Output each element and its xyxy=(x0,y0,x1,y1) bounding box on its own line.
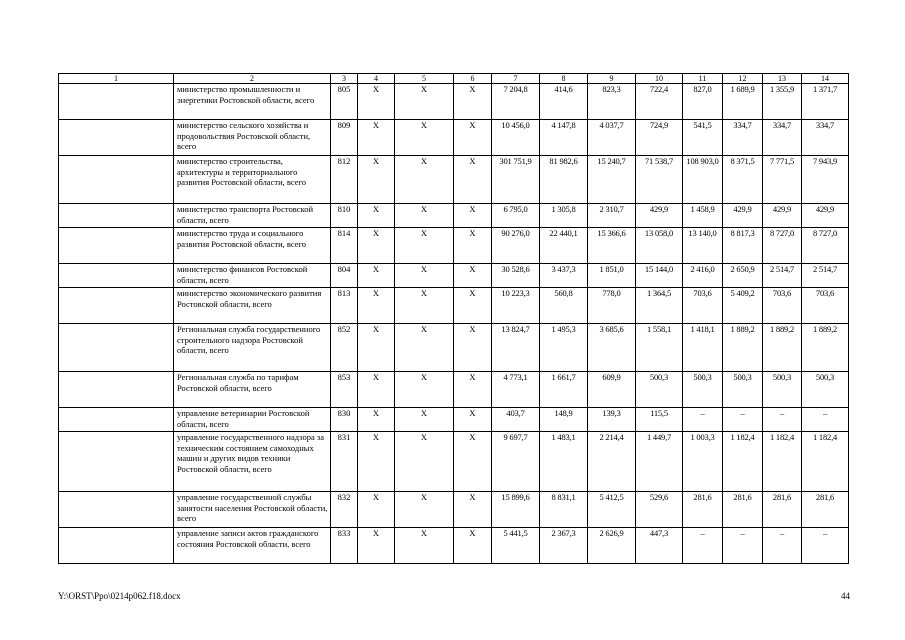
row-value-c12: 5 409,2 xyxy=(723,288,763,324)
row-value-c14: – xyxy=(802,528,849,564)
row-value-c5: X xyxy=(395,528,454,564)
column-number: 9 xyxy=(588,74,636,84)
row-value-c13: 2 514,7 xyxy=(763,264,802,288)
column-number-row xyxy=(59,74,849,84)
row-value-c10: 724,9 xyxy=(636,120,683,156)
row-value-c10: 429,9 xyxy=(636,204,683,228)
table-row xyxy=(59,156,849,204)
row-value-c8: 81 982,6 xyxy=(540,156,588,204)
row-empty-cell xyxy=(59,120,174,156)
row-empty-cell xyxy=(59,156,174,204)
row-value-c7: 5 441,5 xyxy=(492,528,540,564)
row-value-c8: 148,9 xyxy=(540,408,588,432)
row-value-c11: 2 416,0 xyxy=(683,264,723,288)
row-value-c9: 139,3 xyxy=(588,408,636,432)
row-value-c4: X xyxy=(358,204,395,228)
row-value-c3: 812 xyxy=(331,156,358,204)
row-value-c3: 809 xyxy=(331,120,358,156)
row-value-c4: X xyxy=(358,84,395,120)
row-name-cell: управление ветеринарии Ростовской области, всего xyxy=(174,408,331,432)
row-value-c7: 7 204,8 xyxy=(492,84,540,120)
row-value-c13: 703,6 xyxy=(763,288,802,324)
row-value-c6: X xyxy=(454,228,492,264)
row-value-c14: 8 727,0 xyxy=(802,228,849,264)
row-value-c12: – xyxy=(723,528,763,564)
row-name-cell: министерство строительства, архитектуры и территориального развития Ростовской области, всего xyxy=(174,156,331,204)
row-value-c3: 810 xyxy=(331,204,358,228)
row-name-cell: министерство экономического развития Ростовской области, всего xyxy=(174,288,331,324)
row-value-c11: 281,6 xyxy=(683,492,723,528)
row-value-c9: 778,0 xyxy=(588,288,636,324)
row-empty-cell xyxy=(59,492,174,528)
row-value-c8: 1 661,7 xyxy=(540,372,588,408)
budget-table xyxy=(58,73,849,564)
row-empty-cell xyxy=(59,432,174,492)
table-row xyxy=(59,228,849,264)
row-value-c7: 6 795,0 xyxy=(492,204,540,228)
row-value-c13: 500,3 xyxy=(763,372,802,408)
row-value-c12: 281,6 xyxy=(723,492,763,528)
row-value-c5: X xyxy=(395,288,454,324)
table-row xyxy=(59,372,849,408)
row-name-cell: министерство сельского хозяйства и продовольствия Ростовской области, всего xyxy=(174,120,331,156)
row-value-c4: X xyxy=(358,528,395,564)
row-value-c10: 722,4 xyxy=(636,84,683,120)
row-value-c9: 5 412,5 xyxy=(588,492,636,528)
row-value-c13: 281,6 xyxy=(763,492,802,528)
row-value-c12: 1 689,9 xyxy=(723,84,763,120)
row-value-c8: 560,8 xyxy=(540,288,588,324)
row-value-c14: 281,6 xyxy=(802,492,849,528)
row-value-c3: 833 xyxy=(331,528,358,564)
row-value-c5: X xyxy=(395,408,454,432)
row-value-c12: – xyxy=(723,408,763,432)
row-empty-cell xyxy=(59,324,174,372)
column-number: 10 xyxy=(636,74,683,84)
row-value-c13: – xyxy=(763,528,802,564)
row-name-cell: управление записи актов гражданского состояния Ростовской области, всего xyxy=(174,528,331,564)
row-value-c7: 301 751,9 xyxy=(492,156,540,204)
row-name-cell: министерство финансов Ростовской области, всего xyxy=(174,264,331,288)
row-value-c9: 2 214,4 xyxy=(588,432,636,492)
row-value-c12: 334,7 xyxy=(723,120,763,156)
row-value-c8: 8 831,1 xyxy=(540,492,588,528)
row-value-c11: 1 418,1 xyxy=(683,324,723,372)
row-value-c3: 832 xyxy=(331,492,358,528)
row-value-c6: X xyxy=(454,204,492,228)
row-value-c7: 90 276,0 xyxy=(492,228,540,264)
column-number: 11 xyxy=(683,74,723,84)
row-value-c12: 1 182,4 xyxy=(723,432,763,492)
row-value-c9: 4 037,7 xyxy=(588,120,636,156)
row-value-c5: X xyxy=(395,84,454,120)
table-row xyxy=(59,204,849,228)
row-value-c7: 13 824,7 xyxy=(492,324,540,372)
table-row xyxy=(59,492,849,528)
row-value-c9: 15 366,6 xyxy=(588,228,636,264)
table-row xyxy=(59,408,849,432)
row-value-c3: 813 xyxy=(331,288,358,324)
row-value-c5: X xyxy=(395,204,454,228)
row-value-c14: 2 514,7 xyxy=(802,264,849,288)
row-value-c12: 2 650,9 xyxy=(723,264,763,288)
row-value-c10: 15 144,0 xyxy=(636,264,683,288)
row-value-c5: X xyxy=(395,156,454,204)
row-value-c4: X xyxy=(358,408,395,432)
column-number: 13 xyxy=(763,74,802,84)
row-value-c10: 1 558,1 xyxy=(636,324,683,372)
row-value-c11: 1 458,9 xyxy=(683,204,723,228)
row-value-c6: X xyxy=(454,372,492,408)
row-value-c6: X xyxy=(454,408,492,432)
row-value-c13: 429,9 xyxy=(763,204,802,228)
row-name-cell: Региональная служба государственного строительного надзора Ростовской области, всего xyxy=(174,324,331,372)
row-empty-cell xyxy=(59,372,174,408)
row-value-c6: X xyxy=(454,528,492,564)
row-value-c9: 823,3 xyxy=(588,84,636,120)
row-value-c5: X xyxy=(395,324,454,372)
row-value-c3: 830 xyxy=(331,408,358,432)
row-value-c9: 2 310,7 xyxy=(588,204,636,228)
table-row xyxy=(59,324,849,372)
row-value-c11: 827,0 xyxy=(683,84,723,120)
row-value-c13: – xyxy=(763,408,802,432)
row-value-c14: 1 182,4 xyxy=(802,432,849,492)
row-value-c7: 4 773,1 xyxy=(492,372,540,408)
row-value-c14: 703,6 xyxy=(802,288,849,324)
row-value-c11: – xyxy=(683,528,723,564)
row-empty-cell xyxy=(59,228,174,264)
row-value-c11: 108 903,0 xyxy=(683,156,723,204)
row-value-c9: 3 685,6 xyxy=(588,324,636,372)
column-number: 4 xyxy=(358,74,395,84)
row-value-c5: X xyxy=(395,432,454,492)
row-value-c4: X xyxy=(358,120,395,156)
row-empty-cell xyxy=(59,528,174,564)
row-value-c6: X xyxy=(454,84,492,120)
row-value-c7: 9 697,7 xyxy=(492,432,540,492)
row-value-c6: X xyxy=(454,264,492,288)
row-value-c5: X xyxy=(395,372,454,408)
row-value-c4: X xyxy=(358,264,395,288)
row-value-c7: 15 899,6 xyxy=(492,492,540,528)
row-value-c3: 805 xyxy=(331,84,358,120)
row-value-c12: 1 889,2 xyxy=(723,324,763,372)
row-value-c12: 8 817,3 xyxy=(723,228,763,264)
table-row xyxy=(59,120,849,156)
row-value-c5: X xyxy=(395,492,454,528)
row-value-c3: 831 xyxy=(331,432,358,492)
row-value-c5: X xyxy=(395,120,454,156)
table-row xyxy=(59,528,849,564)
row-value-c14: 429,9 xyxy=(802,204,849,228)
row-value-c3: 814 xyxy=(331,228,358,264)
row-value-c14: 1 889,2 xyxy=(802,324,849,372)
row-name-cell: Региональная служба по тарифам Ростовской области, всего xyxy=(174,372,331,408)
row-value-c6: X xyxy=(454,156,492,204)
row-value-c10: 13 058,0 xyxy=(636,228,683,264)
table-row xyxy=(59,264,849,288)
row-value-c10: 115,5 xyxy=(636,408,683,432)
row-value-c4: X xyxy=(358,156,395,204)
row-value-c12: 429,9 xyxy=(723,204,763,228)
column-number: 14 xyxy=(802,74,849,84)
row-value-c7: 10 223,3 xyxy=(492,288,540,324)
row-value-c13: 1 889,2 xyxy=(763,324,802,372)
row-value-c11: 13 140,0 xyxy=(683,228,723,264)
row-value-c14: 334,7 xyxy=(802,120,849,156)
page-number: 44 xyxy=(841,591,850,601)
row-value-c8: 1 495,3 xyxy=(540,324,588,372)
row-name-cell: управление государственного надзора за техническим состоянием самоходных машин и других видов техники Ростовской области, всего xyxy=(174,432,331,492)
row-value-c11: 1 003,3 xyxy=(683,432,723,492)
row-name-cell: министерство труда и социального развития Ростовской области, всего xyxy=(174,228,331,264)
row-value-c14: 1 371,7 xyxy=(802,84,849,120)
row-value-c4: X xyxy=(358,288,395,324)
row-value-c10: 500,3 xyxy=(636,372,683,408)
row-value-c13: 334,7 xyxy=(763,120,802,156)
row-value-c5: X xyxy=(395,228,454,264)
row-value-c14: 500,3 xyxy=(802,372,849,408)
row-value-c4: X xyxy=(358,372,395,408)
row-value-c13: 1 355,9 xyxy=(763,84,802,120)
row-value-c13: 8 727,0 xyxy=(763,228,802,264)
row-value-c10: 1 364,5 xyxy=(636,288,683,324)
row-value-c9: 15 240,7 xyxy=(588,156,636,204)
row-name-cell: министерство промышленности и энергетики Ростовской области, всего xyxy=(174,84,331,120)
row-value-c13: 7 771,5 xyxy=(763,156,802,204)
row-value-c10: 1 449,7 xyxy=(636,432,683,492)
row-name-cell: министерство транспорта Ростовской области, всего xyxy=(174,204,331,228)
row-value-c9: 1 851,0 xyxy=(588,264,636,288)
file-path: Y:\ORST\Ppo\0214p062.f18.docx xyxy=(58,591,181,601)
row-value-c10: 71 538,7 xyxy=(636,156,683,204)
row-value-c5: X xyxy=(395,264,454,288)
row-value-c14: 7 943,9 xyxy=(802,156,849,204)
row-value-c6: X xyxy=(454,432,492,492)
row-value-c13: 1 182,4 xyxy=(763,432,802,492)
row-value-c11: – xyxy=(683,408,723,432)
column-number: 2 xyxy=(174,74,331,84)
row-value-c6: X xyxy=(454,288,492,324)
row-value-c3: 852 xyxy=(331,324,358,372)
row-value-c6: X xyxy=(454,492,492,528)
row-empty-cell xyxy=(59,84,174,120)
row-value-c4: X xyxy=(358,228,395,264)
row-value-c7: 10 456,0 xyxy=(492,120,540,156)
row-value-c6: X xyxy=(454,324,492,372)
row-value-c6: X xyxy=(454,120,492,156)
row-empty-cell xyxy=(59,204,174,228)
table-row xyxy=(59,84,849,120)
row-value-c7: 403,7 xyxy=(492,408,540,432)
row-value-c8: 1 305,8 xyxy=(540,204,588,228)
row-value-c4: X xyxy=(358,432,395,492)
row-value-c11: 541,5 xyxy=(683,120,723,156)
row-value-c8: 414,6 xyxy=(540,84,588,120)
row-value-c12: 8 371,5 xyxy=(723,156,763,204)
row-value-c9: 2 626,9 xyxy=(588,528,636,564)
row-empty-cell xyxy=(59,288,174,324)
column-number: 12 xyxy=(723,74,763,84)
column-number: 3 xyxy=(331,74,358,84)
column-number: 5 xyxy=(395,74,454,84)
row-value-c8: 3 437,3 xyxy=(540,264,588,288)
row-value-c11: 703,6 xyxy=(683,288,723,324)
row-value-c8: 2 367,3 xyxy=(540,528,588,564)
row-empty-cell xyxy=(59,408,174,432)
column-number: 6 xyxy=(454,74,492,84)
row-value-c14: – xyxy=(802,408,849,432)
column-number: 7 xyxy=(492,74,540,84)
column-number: 1 xyxy=(59,74,174,84)
row-value-c4: X xyxy=(358,324,395,372)
column-number: 8 xyxy=(540,74,588,84)
table-row xyxy=(59,288,849,324)
row-value-c7: 30 528,6 xyxy=(492,264,540,288)
row-value-c12: 500,3 xyxy=(723,372,763,408)
row-value-c10: 447,3 xyxy=(636,528,683,564)
row-value-c8: 1 483,1 xyxy=(540,432,588,492)
row-name-cell: управление государственной службы занятости населения Ростовской области, всего xyxy=(174,492,331,528)
row-value-c8: 22 440,1 xyxy=(540,228,588,264)
table-row xyxy=(59,432,849,492)
row-value-c3: 853 xyxy=(331,372,358,408)
row-empty-cell xyxy=(59,264,174,288)
row-value-c8: 4 147,8 xyxy=(540,120,588,156)
row-value-c10: 529,6 xyxy=(636,492,683,528)
row-value-c4: X xyxy=(358,492,395,528)
row-value-c11: 500,3 xyxy=(683,372,723,408)
row-value-c3: 804 xyxy=(331,264,358,288)
row-value-c9: 609,9 xyxy=(588,372,636,408)
